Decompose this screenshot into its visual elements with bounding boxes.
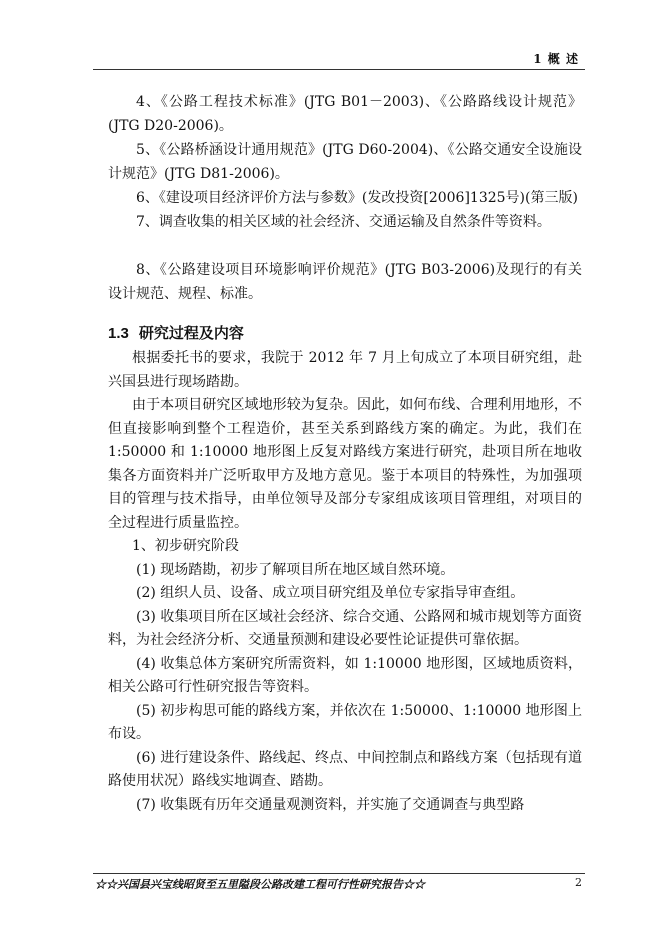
reference-item: 6、《建设项目经济评价方法与参数》(发改投资[2006]1325号)(第三版) xyxy=(136,190,578,206)
page-number: 2 xyxy=(575,876,582,889)
stage-item: (3) 收集项目所在区域社会经济、综合交通、公路网和城市规划等方面资料，为社会经济分析、交通量预测和建设必要性论证提供可靠依据。 xyxy=(108,608,582,648)
stage-item: (5) 初步构思可能的路线方案，并依次在 1:50000、1:10000 地形图上布设。 xyxy=(108,702,582,742)
footer-divider xyxy=(93,873,585,874)
section-body xyxy=(108,347,582,817)
reference-list xyxy=(108,90,582,306)
reference-item: 5、《公路桥涵设计通用规范》(JTG D60-2004)、《公路交通安全设施设计规范》(JTG D81-2006)。 xyxy=(108,142,582,182)
section-title: 研究过程及内容 xyxy=(138,324,244,342)
section-number: 1.3 xyxy=(108,325,129,342)
section-heading xyxy=(108,322,244,343)
header-divider xyxy=(93,69,585,70)
page-header xyxy=(93,50,585,70)
paragraph: 根据委托书的要求，我院于 2012 年 7 月上旬成立了本项目研究组，赴兴国县进行现场踏勘。 xyxy=(108,350,582,390)
stage-item: (7) 收集既有历年交通量观测资料，并实施了交通调查与典型路 xyxy=(136,796,525,813)
reference-item: 8、《公路建设项目环境影响评价规范》(JTG B03-2006)及现行的有关设计规范、规程、标准。 xyxy=(108,262,582,302)
stage-item: (6) 进行建设条件、路线起、终点、中间控制点和路线方案（包括现有道路使用状况）路线实地调查、踏勘。 xyxy=(108,749,582,789)
stage-item: (1) 现场踏勘，初步了解项目所在地区域自然环境。 xyxy=(136,561,455,578)
stage-title: 1、初步研究阶段 xyxy=(132,538,239,554)
reference-item: 7、调查收集的相关区域的社会经济、交通运输及自然条件等资料。 xyxy=(136,214,551,230)
stage-item: (4) 收集总体方案研究所需资料，如 1:10000 地形图，区域地质资料，相关公路可行性研究报告等资料。 xyxy=(108,655,582,695)
footer-report-title: ☆☆兴国县兴宝线昭贤至五里隘段公路改建工程可行性研究报告☆☆ xyxy=(95,878,425,891)
reference-item: 4、《公路工程技术标准》(JTG B01－2003)、《公路路线设计规范》(JTG D20-2006)。 xyxy=(108,94,582,134)
header-section-title: 1 概 述 xyxy=(533,52,579,66)
stage-item: (2) 组织人员、设备、成立项目研究组及单位专家指导审查组。 xyxy=(136,585,525,601)
paragraph: 由于本项目研究区域地形较为复杂。因此，如何布线、合理利用地形，不但直接影响到整个工程造价，甚至关系到路线方案的确定。为此，我们在 1:50000 和 1:10000 地形图上反复对路线方案进行研究，赴项目所在地收集各方面资料并广泛听取甲方及地方意见。鉴于本项目的特殊性，为加强项目的管理与技术指导，由单位领导及部分专家组成该项目管理组，对项目的全过程进行质量监控。 xyxy=(108,397,582,531)
